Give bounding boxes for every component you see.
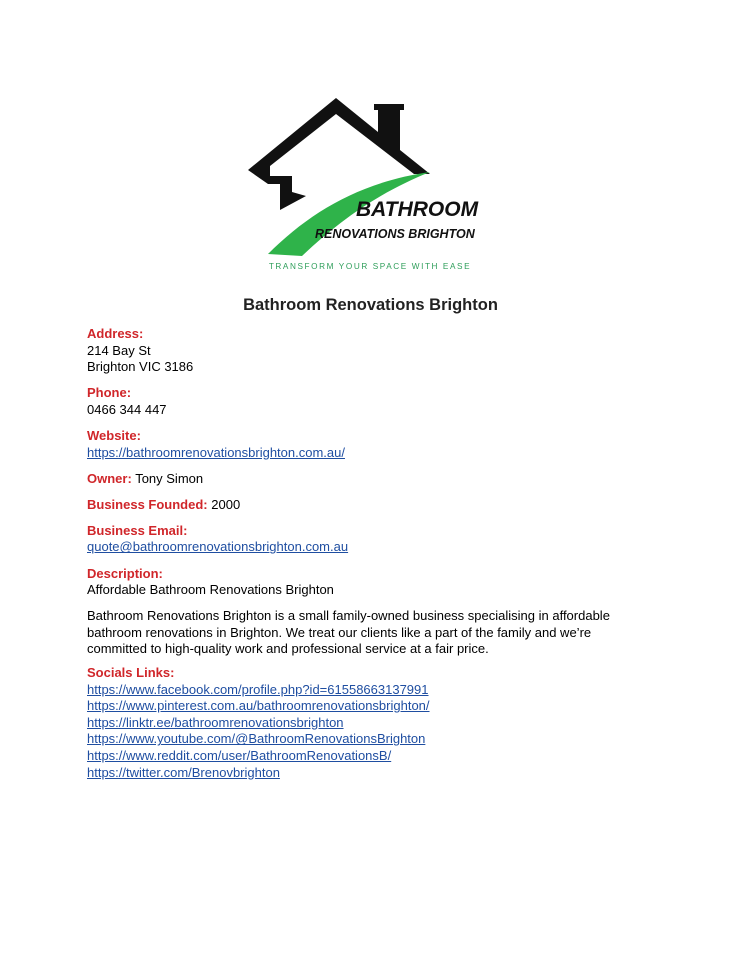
email-link[interactable]: quote@bathroomrenovationsbrighton.com.au — [87, 539, 349, 555]
socials-section — [87, 665, 647, 781]
email-label: Business Email: — [87, 522, 188, 538]
logo-graphic — [240, 92, 500, 274]
socials-label: Socials Links: — [87, 665, 175, 680]
social-link-linktree[interactable]: https://linktr.ee/bathroomrenovationsbrighton — [87, 714, 344, 730]
address-line2: Brighton VIC 3186 — [87, 359, 194, 375]
owner-label: Owner: — [87, 470, 132, 486]
business-details — [87, 326, 647, 791]
phone-label: Phone: — [87, 385, 132, 401]
phone-value: 0466 344 447 — [87, 401, 167, 417]
description-label: Description: — [87, 565, 163, 581]
email-section — [87, 523, 647, 556]
chimney — [374, 104, 404, 110]
company-logo — [240, 92, 500, 274]
website-label: Website: — [87, 427, 141, 443]
address-line1: 214 Bay St — [87, 342, 151, 358]
website-link[interactable]: https://bathroomrenovationsbrighton.com.au/ — [87, 444, 345, 460]
description-paragraph: Bathroom Renovations Brighton is a small family-owned business specialising in affordable bathroom renovations in Brighton. We treat our clients like a part of the family and we’re committed to high-quality work and professional service at a fair price. — [87, 608, 610, 657]
social-link-facebook[interactable]: https://www.facebook.com/profile.php?id=61558663137991 — [87, 681, 429, 697]
social-link-twitter[interactable]: https://twitter.com/Brenovbrighton — [87, 764, 280, 780]
social-link-pinterest[interactable]: https://www.pinterest.com.au/bathroomrenovationsbrighton/ — [87, 698, 430, 714]
founded-value: 2000 — [211, 496, 241, 512]
phone-section — [87, 385, 647, 418]
description-section — [87, 566, 647, 599]
address-label: Address: — [87, 326, 144, 341]
page-title: Bathroom Renovations Brighton — [243, 296, 498, 314]
owner-section — [87, 471, 647, 488]
logo-tagline: TRANSFORM YOUR SPACE WITH EASE — [268, 262, 472, 271]
website-section — [87, 428, 647, 461]
address-section — [87, 326, 647, 376]
logo-brand-line2: RENOVATIONS BRIGHTON — [315, 227, 475, 241]
social-link-reddit[interactable]: https://www.reddit.com/user/BathroomRenovationsB/ — [87, 747, 392, 763]
founded-section — [87, 497, 647, 514]
founded-label: Business Founded: — [87, 496, 208, 512]
description-short: Affordable Bathroom Renovations Brighton — [87, 582, 334, 598]
logo-brand-line1: BATHROOM — [356, 198, 479, 221]
social-link-youtube[interactable]: https://www.youtube.com/@BathroomRenovationsBrighton — [87, 731, 426, 747]
owner-value: Tony Simon — [135, 470, 204, 486]
house-roof-icon — [248, 98, 430, 210]
